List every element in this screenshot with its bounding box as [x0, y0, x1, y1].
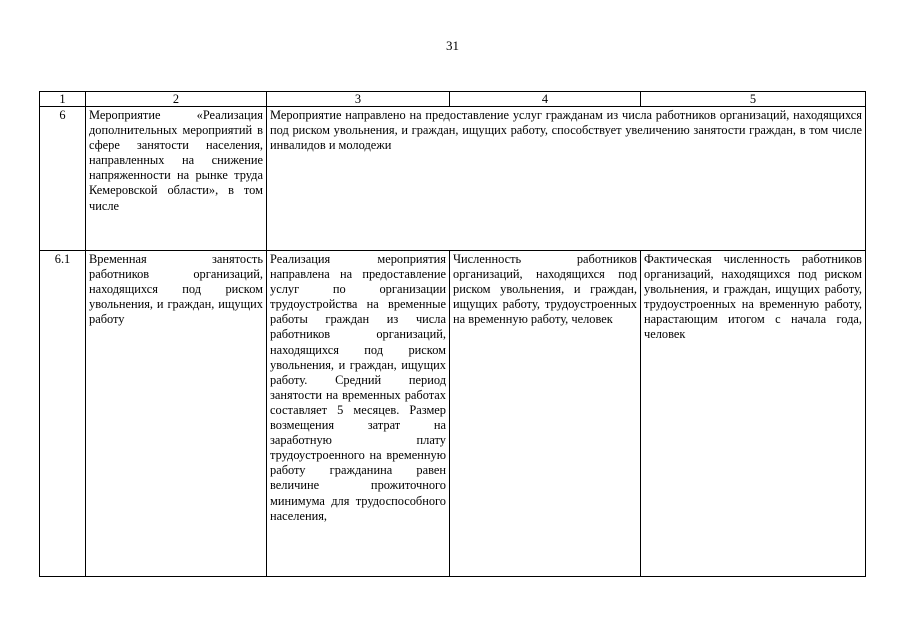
header-col-1: 1	[40, 92, 86, 107]
page-number: 31	[446, 38, 459, 53]
indicator-name: Численность работников организаций, находящихся под риском увольнения, и граждан, ищущих работу, трудоустроенных на временную работу, человек	[450, 251, 641, 577]
row-number: 6	[40, 107, 86, 251]
measure-name: Мероприятие «Реализация дополнительных мероприятий в сфере занятости населения, направленных на снижение напряженности на рынке труда Кемеровской области», в том числе	[86, 107, 267, 251]
row-number: 6.1	[40, 251, 86, 577]
measure-description: Реализация мероприятия направлена на предоставление услуг по организации трудоустройства на временные работы граждан из числа работников организаций, находящихся под риском увольнения, и граждан, ищущих работу. Средний период занятости на временных работах составляет 5 месяцев. Размер возмещения затрат на заработную плату трудоустроенного на временную работу гражданина равен величине прожиточного минимума для трудоспособного населения,	[267, 251, 450, 577]
header-col-2: 2	[86, 92, 267, 107]
header-col-3: 3	[267, 92, 450, 107]
table-row-6	[40, 107, 866, 251]
measure-description: Мероприятие направлено на предоставление услуг гражданам из числа работников организаций, находящихся под риском увольнения, и граждан, ищущих работу, способствует увеличению занятости граждан, в том числе инвалидов и молодежи	[267, 107, 866, 251]
calculation-method: Фактическая численность работников организаций, находящихся под риском увольнения, и граждан, ищущих работу, трудоустроенных на временную работу, нарастающим итогом с начала года, человек	[641, 251, 866, 577]
header-col-4: 4	[450, 92, 641, 107]
header-col-5: 5	[641, 92, 866, 107]
measure-name: Временная занятость работников организаций, находящихся под риском увольнения, и граждан, ищущих работу	[86, 251, 267, 577]
table-row-6-1	[40, 251, 866, 577]
table-header-row	[40, 92, 866, 107]
program-table	[39, 91, 866, 577]
